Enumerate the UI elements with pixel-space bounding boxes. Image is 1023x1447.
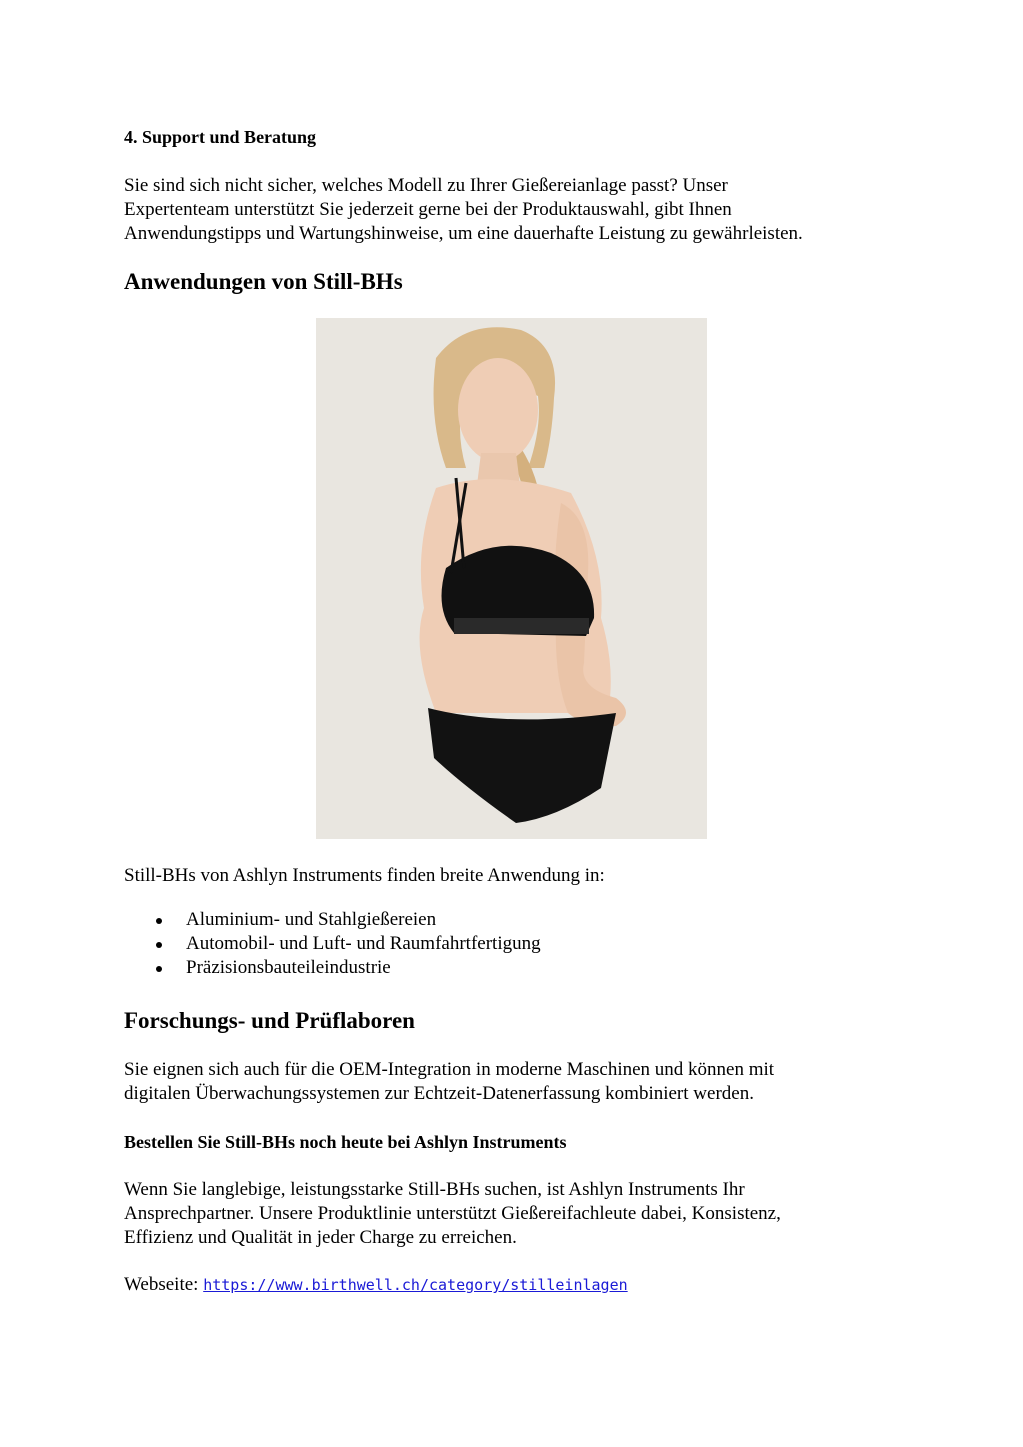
support-line-1: Sie sind sich nicht sicher, welches Modell zu Ihrer Gießereianlage passt? Unser bbox=[124, 175, 728, 196]
order-line-3: Effizienz und Qualität in jeder Charge zu erreichen. bbox=[124, 1227, 517, 1248]
research-line-1: Sie eignen sich auch für die OEM-Integration in moderne Maschinen und können mit bbox=[124, 1059, 775, 1080]
nursing-bra-model-photo bbox=[316, 318, 707, 839]
order-line-2: Ansprechpartner. Unsere Produktlinie unterstützt Gießereifachleute dabei, Konsistenz, bbox=[124, 1203, 781, 1224]
support-line-2: Expertenteam unterstützt Sie jederzeit gerne bei der Produktauswahl, gibt Ihnen bbox=[124, 199, 732, 220]
research-heading: Forschungs- und Prüflaboren bbox=[124, 1008, 415, 1033]
website-line bbox=[124, 1273, 628, 1297]
website-link[interactable]: https://www.birthwell.ch/category/stilleinlagen bbox=[203, 1276, 628, 1294]
applications-intro: Still-BHs von Ashlyn Instruments finden breite Anwendung in: bbox=[124, 865, 605, 886]
support-line-3: Anwendungstipps und Wartungshinweise, um eine dauerhafte Leistung zu gewährleisten. bbox=[124, 223, 803, 244]
order-heading: Bestellen Sie Still-BHs noch heute bei Ashlyn Instruments bbox=[124, 1132, 567, 1152]
list-item: Präzisionsbauteileindustrie bbox=[124, 956, 541, 980]
list-item: Automobil- und Luft- und Raumfahrtfertigung bbox=[124, 932, 541, 956]
applications-heading: Anwendungen von Still-BHs bbox=[124, 269, 403, 294]
website-label: Webseite: bbox=[124, 1274, 199, 1295]
applications-list bbox=[124, 908, 541, 980]
list-item: Aluminium- und Stahlgießereien bbox=[124, 908, 541, 932]
research-line-2: digitalen Überwachungssystemen zur Echtzeit-Datenerfassung kombiniert werden. bbox=[124, 1083, 754, 1104]
order-line-1: Wenn Sie langlebige, leistungsstarke Still-BHs suchen, ist Ashlyn Instruments Ihr bbox=[124, 1179, 745, 1200]
support-heading: 4. Support und Beratung bbox=[124, 127, 317, 147]
